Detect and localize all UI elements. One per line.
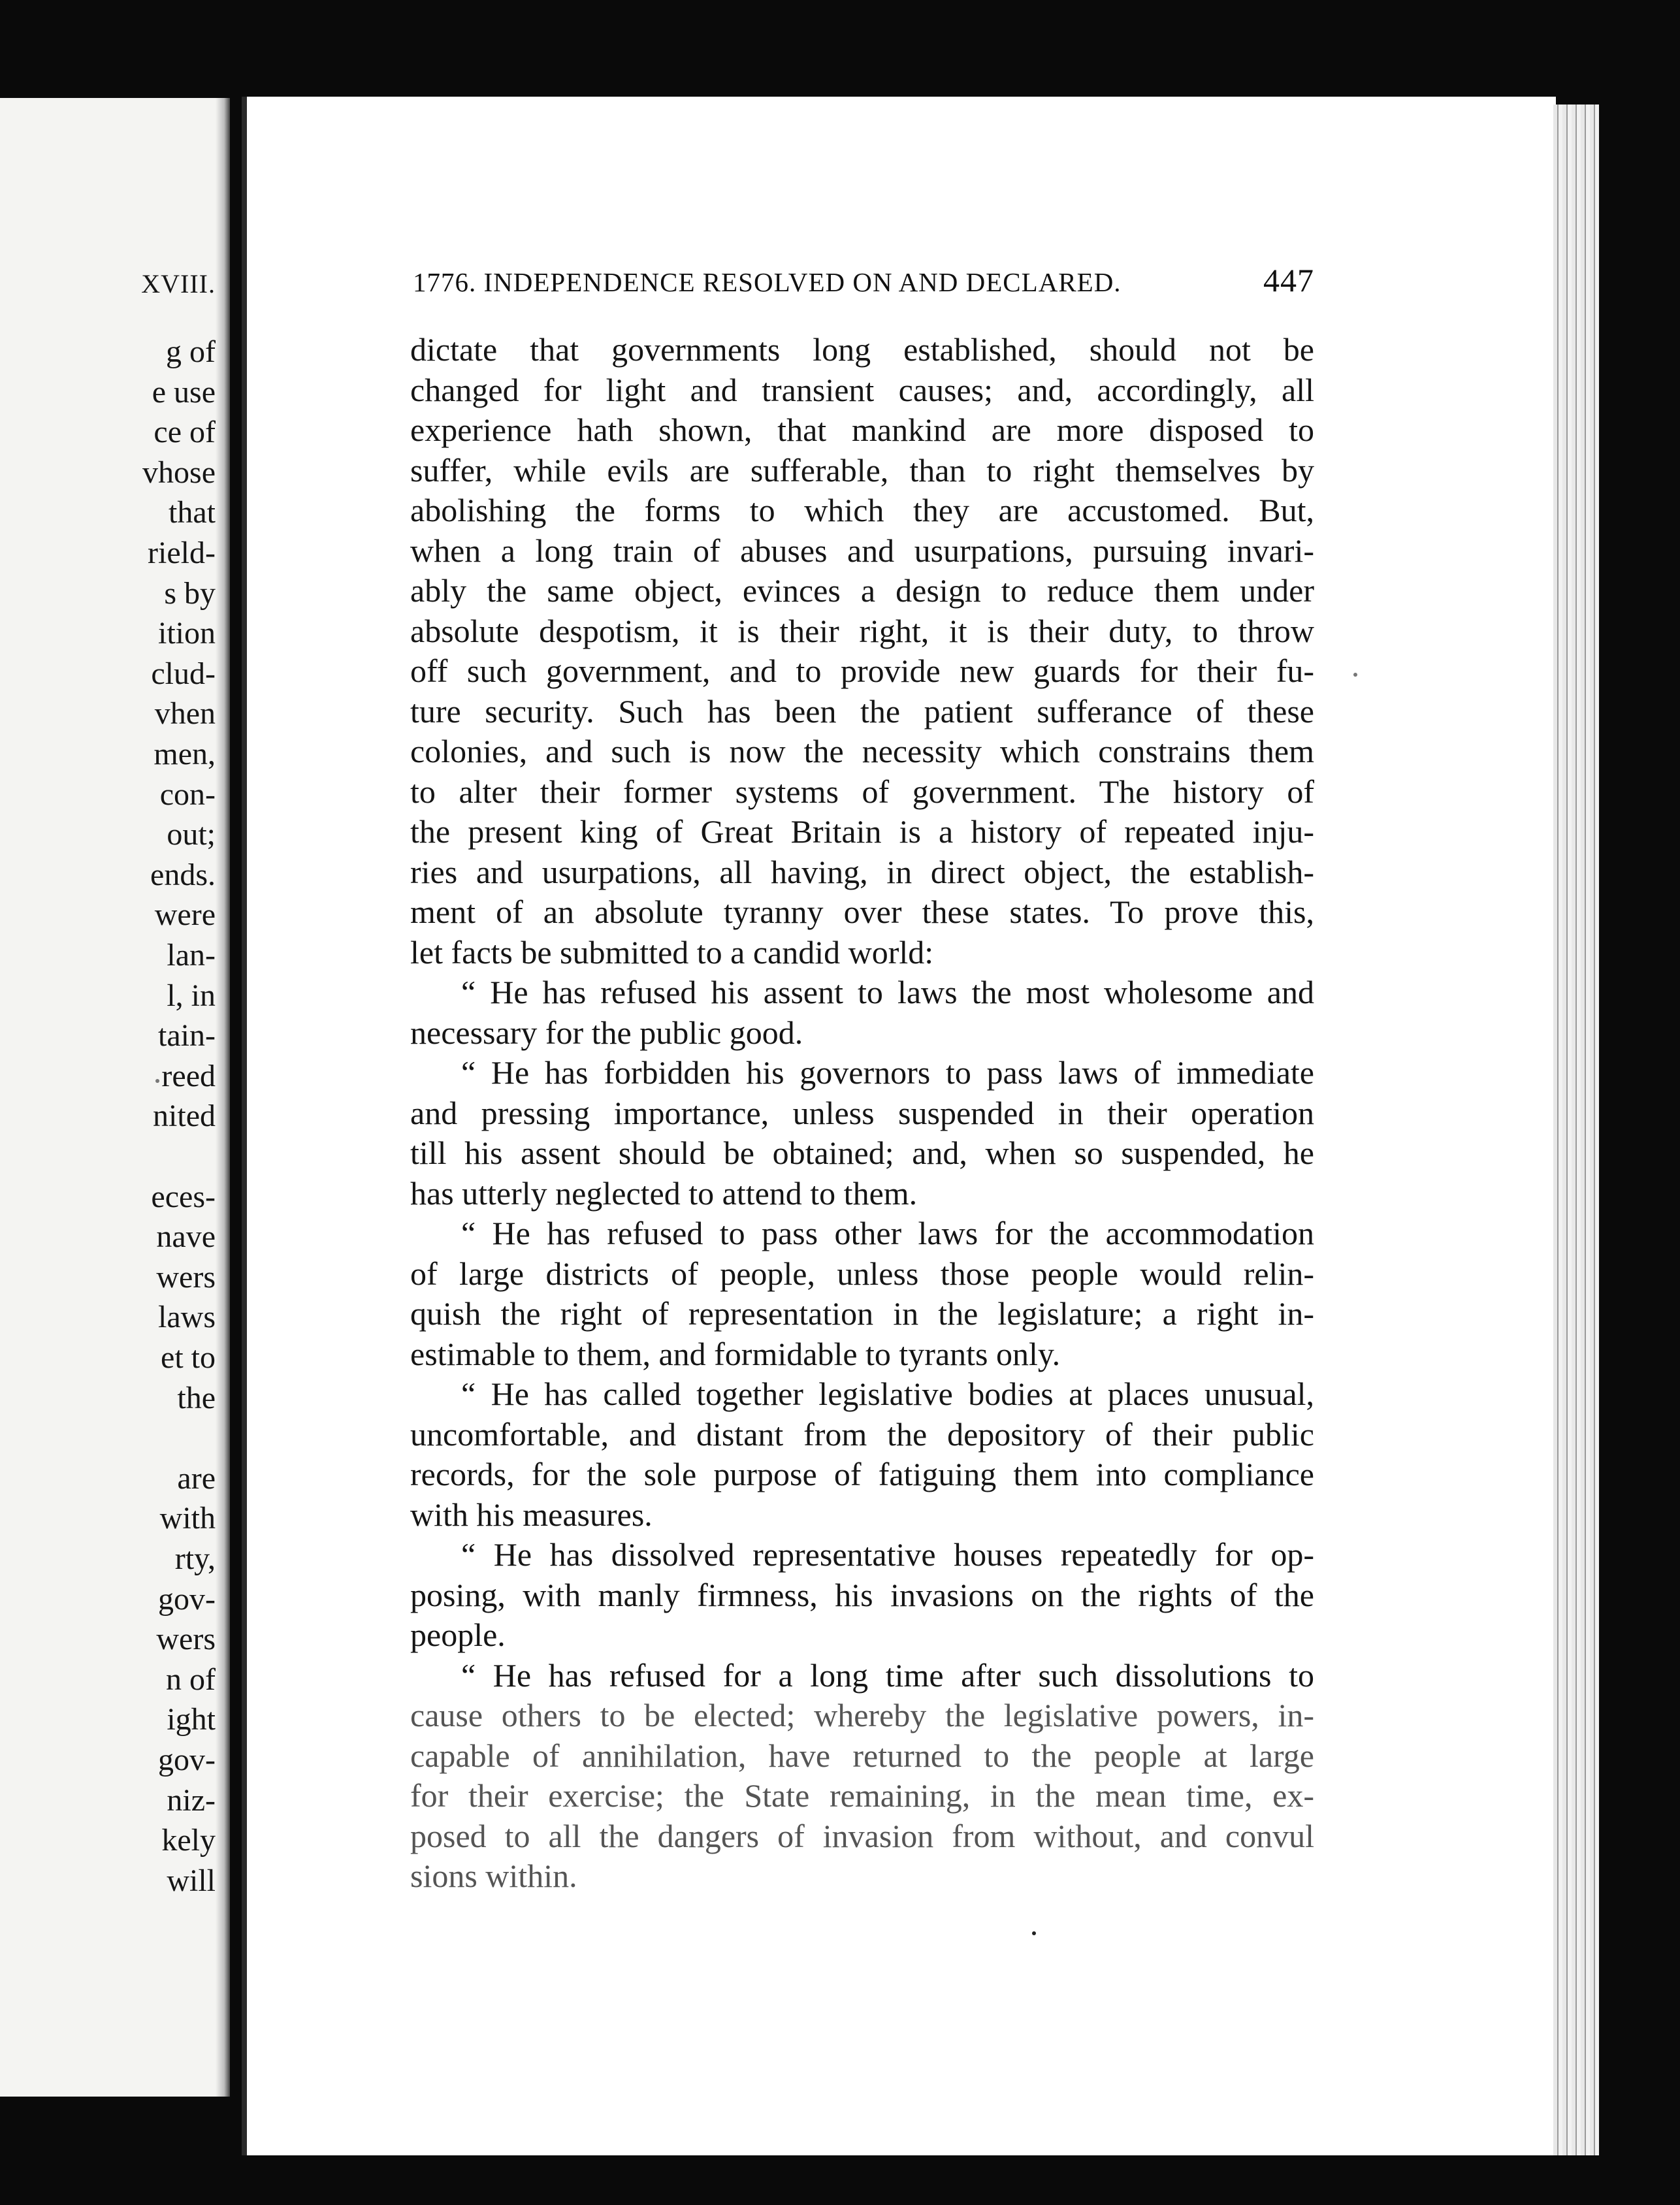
left-page-line: nave	[156, 1219, 216, 1255]
text-line: for their exercise; the State remaining, in the mean time, ex-	[410, 1777, 1314, 1814]
text-line: to alter their former systems of government. The history of	[410, 773, 1314, 810]
text-line: when a long train of abuses and usurpations, pursuing invari-	[410, 532, 1314, 569]
left-page-line: ight	[167, 1702, 216, 1737]
ink-speck	[1032, 1931, 1036, 1935]
ink-speck	[155, 1079, 159, 1083]
text-line: ture security. Such has been the patient sufferance of these	[410, 692, 1314, 730]
left-page-line: gov-	[158, 1743, 216, 1777]
left-page-line: nited	[153, 1099, 216, 1134]
left-page-line: ition	[157, 616, 216, 651]
text-line: and pressing importance, unless suspended in their operation	[410, 1094, 1314, 1131]
text-line: posed to all the dangers of invasion from without, and convul	[410, 1817, 1314, 1854]
text-line: quish the right of representation in the legislature; a right in-	[410, 1295, 1314, 1332]
left-page-line: con-	[159, 777, 216, 812]
left-page-line: eces-	[151, 1179, 216, 1214]
left-page-line: wers	[156, 1622, 216, 1657]
page-number: 447	[1263, 262, 1314, 298]
left-page-line: will	[167, 1863, 216, 1898]
left-page-line: g of	[166, 334, 216, 369]
left-page-line: tain-	[158, 1018, 216, 1054]
ink-speck	[1353, 673, 1357, 677]
left-page-line: kely	[161, 1823, 216, 1858]
text-line: “ He has refused for a long time after such dissolutions to	[461, 1656, 1314, 1694]
left-page-line: with	[159, 1501, 216, 1536]
left-page-line: wers	[156, 1259, 216, 1295]
text-line: “ He has refused his assent to laws the most wholesome and	[461, 974, 1314, 1010]
left-page-line: that	[169, 495, 216, 530]
left-page-line: et to	[161, 1340, 216, 1375]
left-page-line: rty,	[174, 1541, 216, 1576]
left-page-line: reed	[161, 1058, 216, 1093]
text-line: of large districts of people, unless those people would relin-	[410, 1255, 1314, 1292]
text-line: colonies, and such is now the necessity which constrains them	[410, 733, 1314, 769]
left-page-line: gov-	[158, 1581, 216, 1617]
text-line: let facts be submitted to a candid world:	[410, 933, 934, 971]
text-line: “ He has called together legislative bodies at places unusual,	[461, 1376, 1314, 1412]
text-line: changed for light and transient causes; and, accordingly, all	[410, 371, 1314, 408]
body-text	[410, 330, 1314, 1897]
text-line: till his assent should be obtained; and, when so suspended, he	[410, 1135, 1314, 1171]
text-line: ries and usurpations, all having, in direct object, the establish-	[410, 853, 1314, 890]
left-page-line: ce of	[153, 415, 216, 450]
text-line: ment of an absolute tyranny over these states. To prove this,	[410, 893, 1314, 930]
left-page-line: are	[177, 1460, 216, 1496]
left-page-line: men,	[153, 737, 216, 771]
text-line: necessary for the public good.	[410, 1014, 803, 1051]
text-line: cause others to be elected; whereby the legislative powers, in-	[410, 1697, 1314, 1733]
left-page-line: l, in	[167, 978, 216, 1013]
text-line: “ He has forbidden his governors to pass laws of immediate	[461, 1054, 1314, 1091]
page-fold-shadow	[216, 98, 230, 2097]
left-page-line: s by	[164, 575, 216, 611]
left-page-fragment	[0, 98, 230, 2097]
text-line: dictate that governments long established, should not be	[410, 331, 1314, 368]
text-line: “ He has refused to pass other laws for the accommodation	[461, 1215, 1314, 1251]
text-line: records, for the sole purpose of fatiguing them into compliance	[410, 1456, 1314, 1492]
left-page-header: XVIII.	[141, 269, 216, 298]
left-page-line: were	[154, 897, 216, 933]
left-page-line: n of	[166, 1662, 216, 1697]
left-page-line: out;	[167, 817, 216, 852]
text-line: experience hath shown, that mankind are more disposed to	[410, 411, 1314, 448]
left-page-line: rield-	[148, 536, 216, 570]
running-head	[413, 261, 1314, 307]
text-line: ably the same object, evinces a design to reduce them under	[410, 572, 1314, 609]
text-line: posing, with manly firmness, his invasions on the rights of the	[410, 1576, 1314, 1613]
text-line: “ He has dissolved representative houses repeatedly for op-	[461, 1536, 1314, 1573]
text-line: estimable to them, and formidable to tyrants only.	[410, 1335, 1061, 1372]
left-page-line: the	[177, 1380, 216, 1415]
text-line: suffer, while evils are sufferable, than to right themselves by	[410, 451, 1314, 489]
text-line: sions within.	[410, 1858, 577, 1894]
text-line: has utterly neglected to attend to them.	[410, 1174, 918, 1212]
left-page-line: ends.	[150, 857, 216, 892]
left-page-line: vhose	[142, 455, 216, 490]
left-page-line: niz-	[167, 1782, 216, 1818]
text-line: abolishing the forms to which they are accustomed. But,	[410, 492, 1314, 528]
text-line: absolute despotism, it is their right, it is their duty, to throw	[410, 612, 1314, 649]
left-page-line: clud-	[151, 656, 216, 691]
left-page-line: laws	[158, 1300, 216, 1335]
text-line: off such government, and to provide new guards for their fu-	[410, 652, 1314, 689]
left-page-line: lan-	[167, 938, 216, 973]
scan-background	[242, 2155, 1600, 2205]
left-page-line: e use	[152, 374, 216, 410]
text-line: the present king of Great Britain is a history of repeated inju-	[410, 813, 1314, 850]
running-head-title: 1776. INDEPENDENCE RESOLVED ON AND DECLARED.	[413, 267, 1122, 297]
text-line: capable of annihilation, have returned to the people at large	[410, 1737, 1314, 1774]
text-line: uncomfortable, and distant from the depository of their public	[410, 1415, 1314, 1453]
left-page-line: vhen	[154, 696, 216, 732]
text-line: with his measures.	[410, 1496, 653, 1533]
text-line: people.	[410, 1617, 506, 1653]
page-stack-edges	[1553, 105, 1599, 2155]
